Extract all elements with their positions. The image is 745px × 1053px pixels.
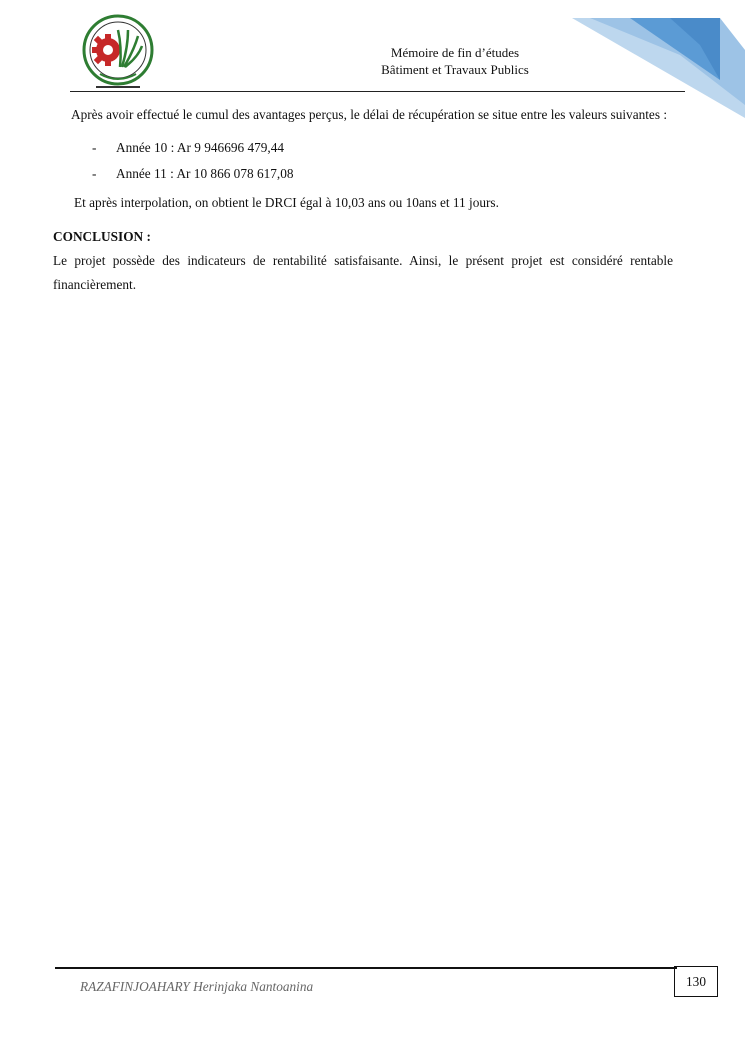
header-subtitle: Bâtiment et Travaux Publics xyxy=(381,62,529,77)
footer-author: RAZAFINJOAHARY Herinjaka Nantoanina xyxy=(80,979,314,994)
intro-paragraph: Après avoir effectué le cumul des avantages perçus, le délai de récupération se situe entre les valeurs suivantes : xyxy=(71,107,668,122)
list-bullet: - xyxy=(92,140,97,155)
document-header xyxy=(330,44,580,78)
conclusion-heading: CONCLUSION : xyxy=(53,229,151,244)
conclusion-paragraph: Le projet possède des indicateurs de rentabilité satisfaisante. Ainsi, le présent projet est considéré rentable financièrement. xyxy=(53,253,673,292)
list-item xyxy=(53,161,673,187)
footer-divider xyxy=(55,967,677,969)
list-bullet: - xyxy=(92,166,97,181)
page-body xyxy=(53,103,673,297)
list-item xyxy=(53,135,673,161)
list-item-text: Année 10 : Ar 9 946696 479,44 xyxy=(116,140,285,155)
page-number: 130 xyxy=(674,966,718,997)
header-title: Mémoire de fin d’études xyxy=(390,45,520,60)
school-emblem-logo xyxy=(78,12,158,92)
payback-list xyxy=(53,135,673,187)
interpolation-paragraph: Et après interpolation, on obtient le DRCI égal à 10,03 ans ou 10ans et 11 jours. xyxy=(74,195,499,210)
header-divider xyxy=(70,91,685,92)
list-item-text: Année 11 : Ar 10 866 078 617,08 xyxy=(116,166,294,181)
